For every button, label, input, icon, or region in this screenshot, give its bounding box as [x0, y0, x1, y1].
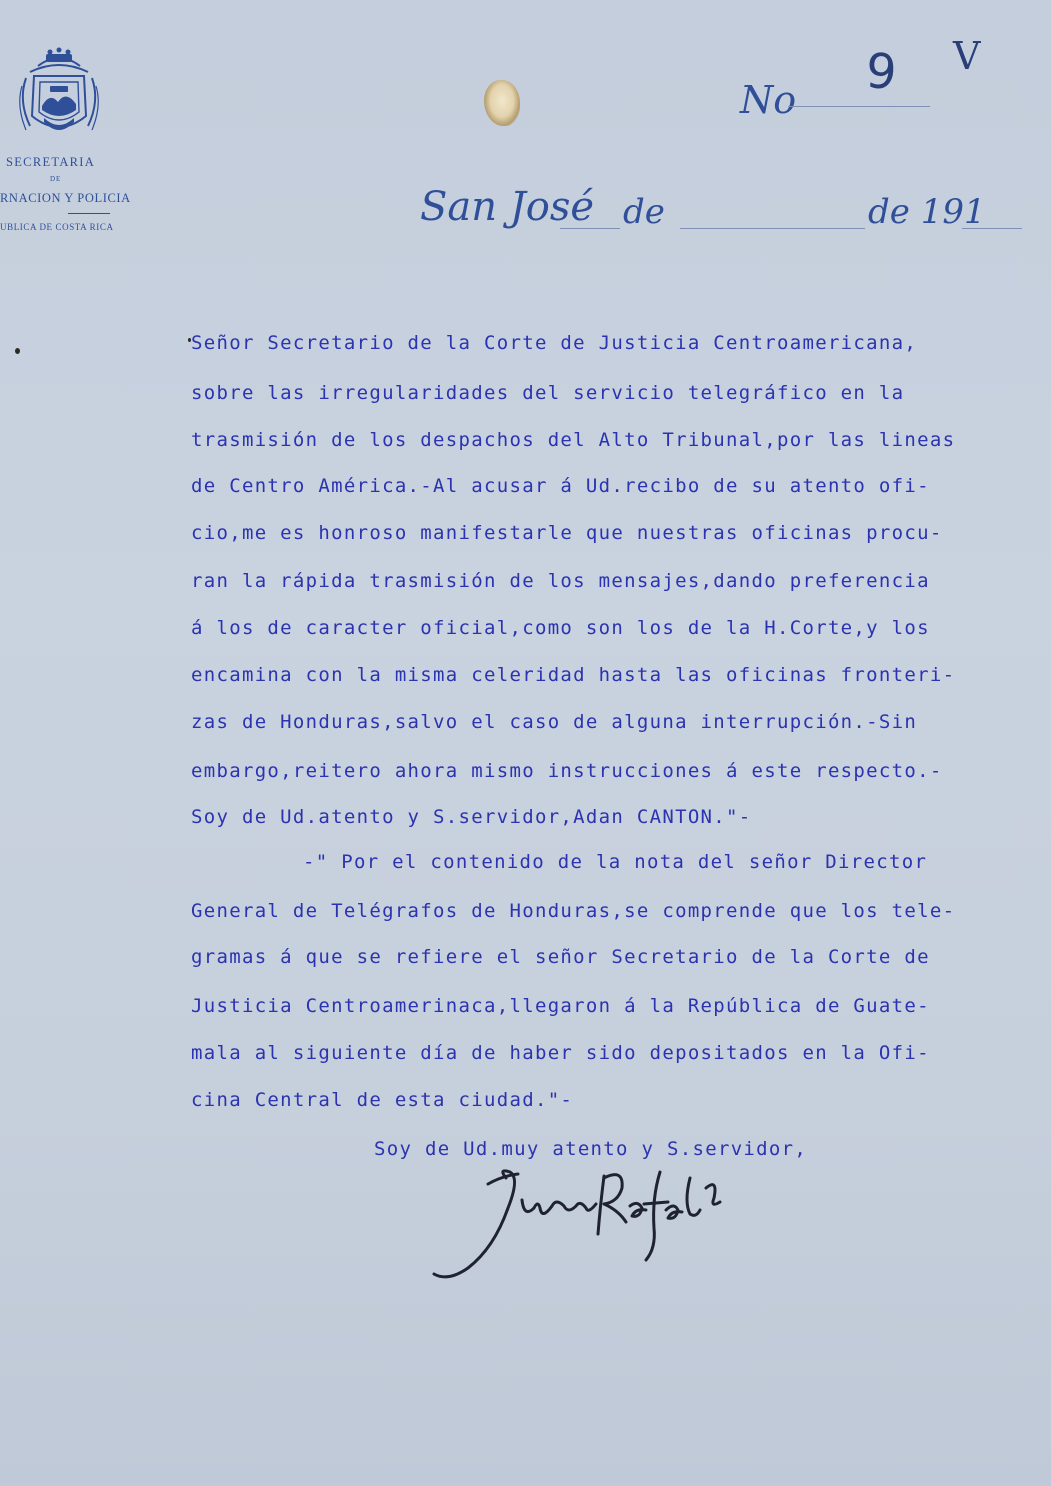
body-line: zas de Honduras,salvo el caso de alguna interrupción.-Sin: [191, 711, 918, 733]
body-line: ran la rápida trasmisión de los mensajes,dando preferencia: [191, 570, 930, 592]
date-de-1: de: [623, 192, 665, 232]
body-line: encamina con la misma celeridad hasta las oficinas fronteri-: [191, 664, 956, 686]
date-blank-3: [962, 228, 1022, 229]
body-line: de Centro América.-Al acusar á Ud.recibo de su atento ofi-: [191, 475, 930, 497]
closing-line: Soy de Ud.muy atento y S.servidor,: [374, 1138, 808, 1160]
date-blank-2: [680, 228, 865, 229]
date-de-2: de 191: [868, 192, 986, 232]
body-line: á los de caracter oficial,como son los de la H.Corte,y los: [191, 617, 930, 639]
letterhead-line-1: SECRETARIA: [6, 155, 96, 169]
paper-speck: [15, 348, 20, 354]
number-label: No: [740, 78, 797, 122]
number-line: [788, 106, 930, 107]
body-line: trasmisión de los despachos del Alto Tribunal,por las lineas: [191, 429, 956, 451]
number-extra-mark: V: [953, 34, 981, 78]
body-line: General de Telégrafos de Honduras,se comprende que los tele-: [191, 900, 956, 922]
body-line: sobre las irregularidades del servicio telegráfico en la: [191, 382, 905, 404]
number-value: 9: [864, 43, 899, 101]
letterhead-rule: [68, 213, 110, 214]
body-line: Justicia Centroamerinaca,llegaron á la República de Guate-: [191, 995, 930, 1017]
letterhead-line-4: UBLICA DE COSTA RICA: [0, 222, 114, 232]
date-city: San José: [420, 184, 595, 230]
handwritten-signature: [428, 1148, 808, 1298]
costa-rica-coat-of-arms-icon: [16, 46, 102, 142]
body-line: cina Central de esta ciudad."-: [191, 1089, 574, 1111]
letterhead-line-3: RNACION Y POLICIA: [0, 191, 131, 205]
body-line: Señor Secretario de la Corte de Justicia Centroamericana,: [191, 332, 918, 354]
body-line: Soy de Ud.atento y S.servidor,Adan CANTON."-: [191, 806, 752, 828]
paper-stain: [484, 80, 520, 126]
body-line: -" Por el contenido de la nota del señor Director: [303, 851, 928, 873]
body-line: gramas á que se refiere el señor Secretario de la Corte de: [191, 946, 930, 968]
body-line: embargo,reitero ahora mismo instrucciones á este respecto.-: [191, 760, 943, 782]
body-line: cio,me es honroso manifestarle que nuestras oficinas procu-: [191, 522, 943, 544]
letterhead-line-2: DE: [50, 175, 62, 183]
date-blank-1: [560, 228, 620, 229]
body-line: mala al siguiente día de haber sido depositados en la Ofi-: [191, 1042, 930, 1064]
